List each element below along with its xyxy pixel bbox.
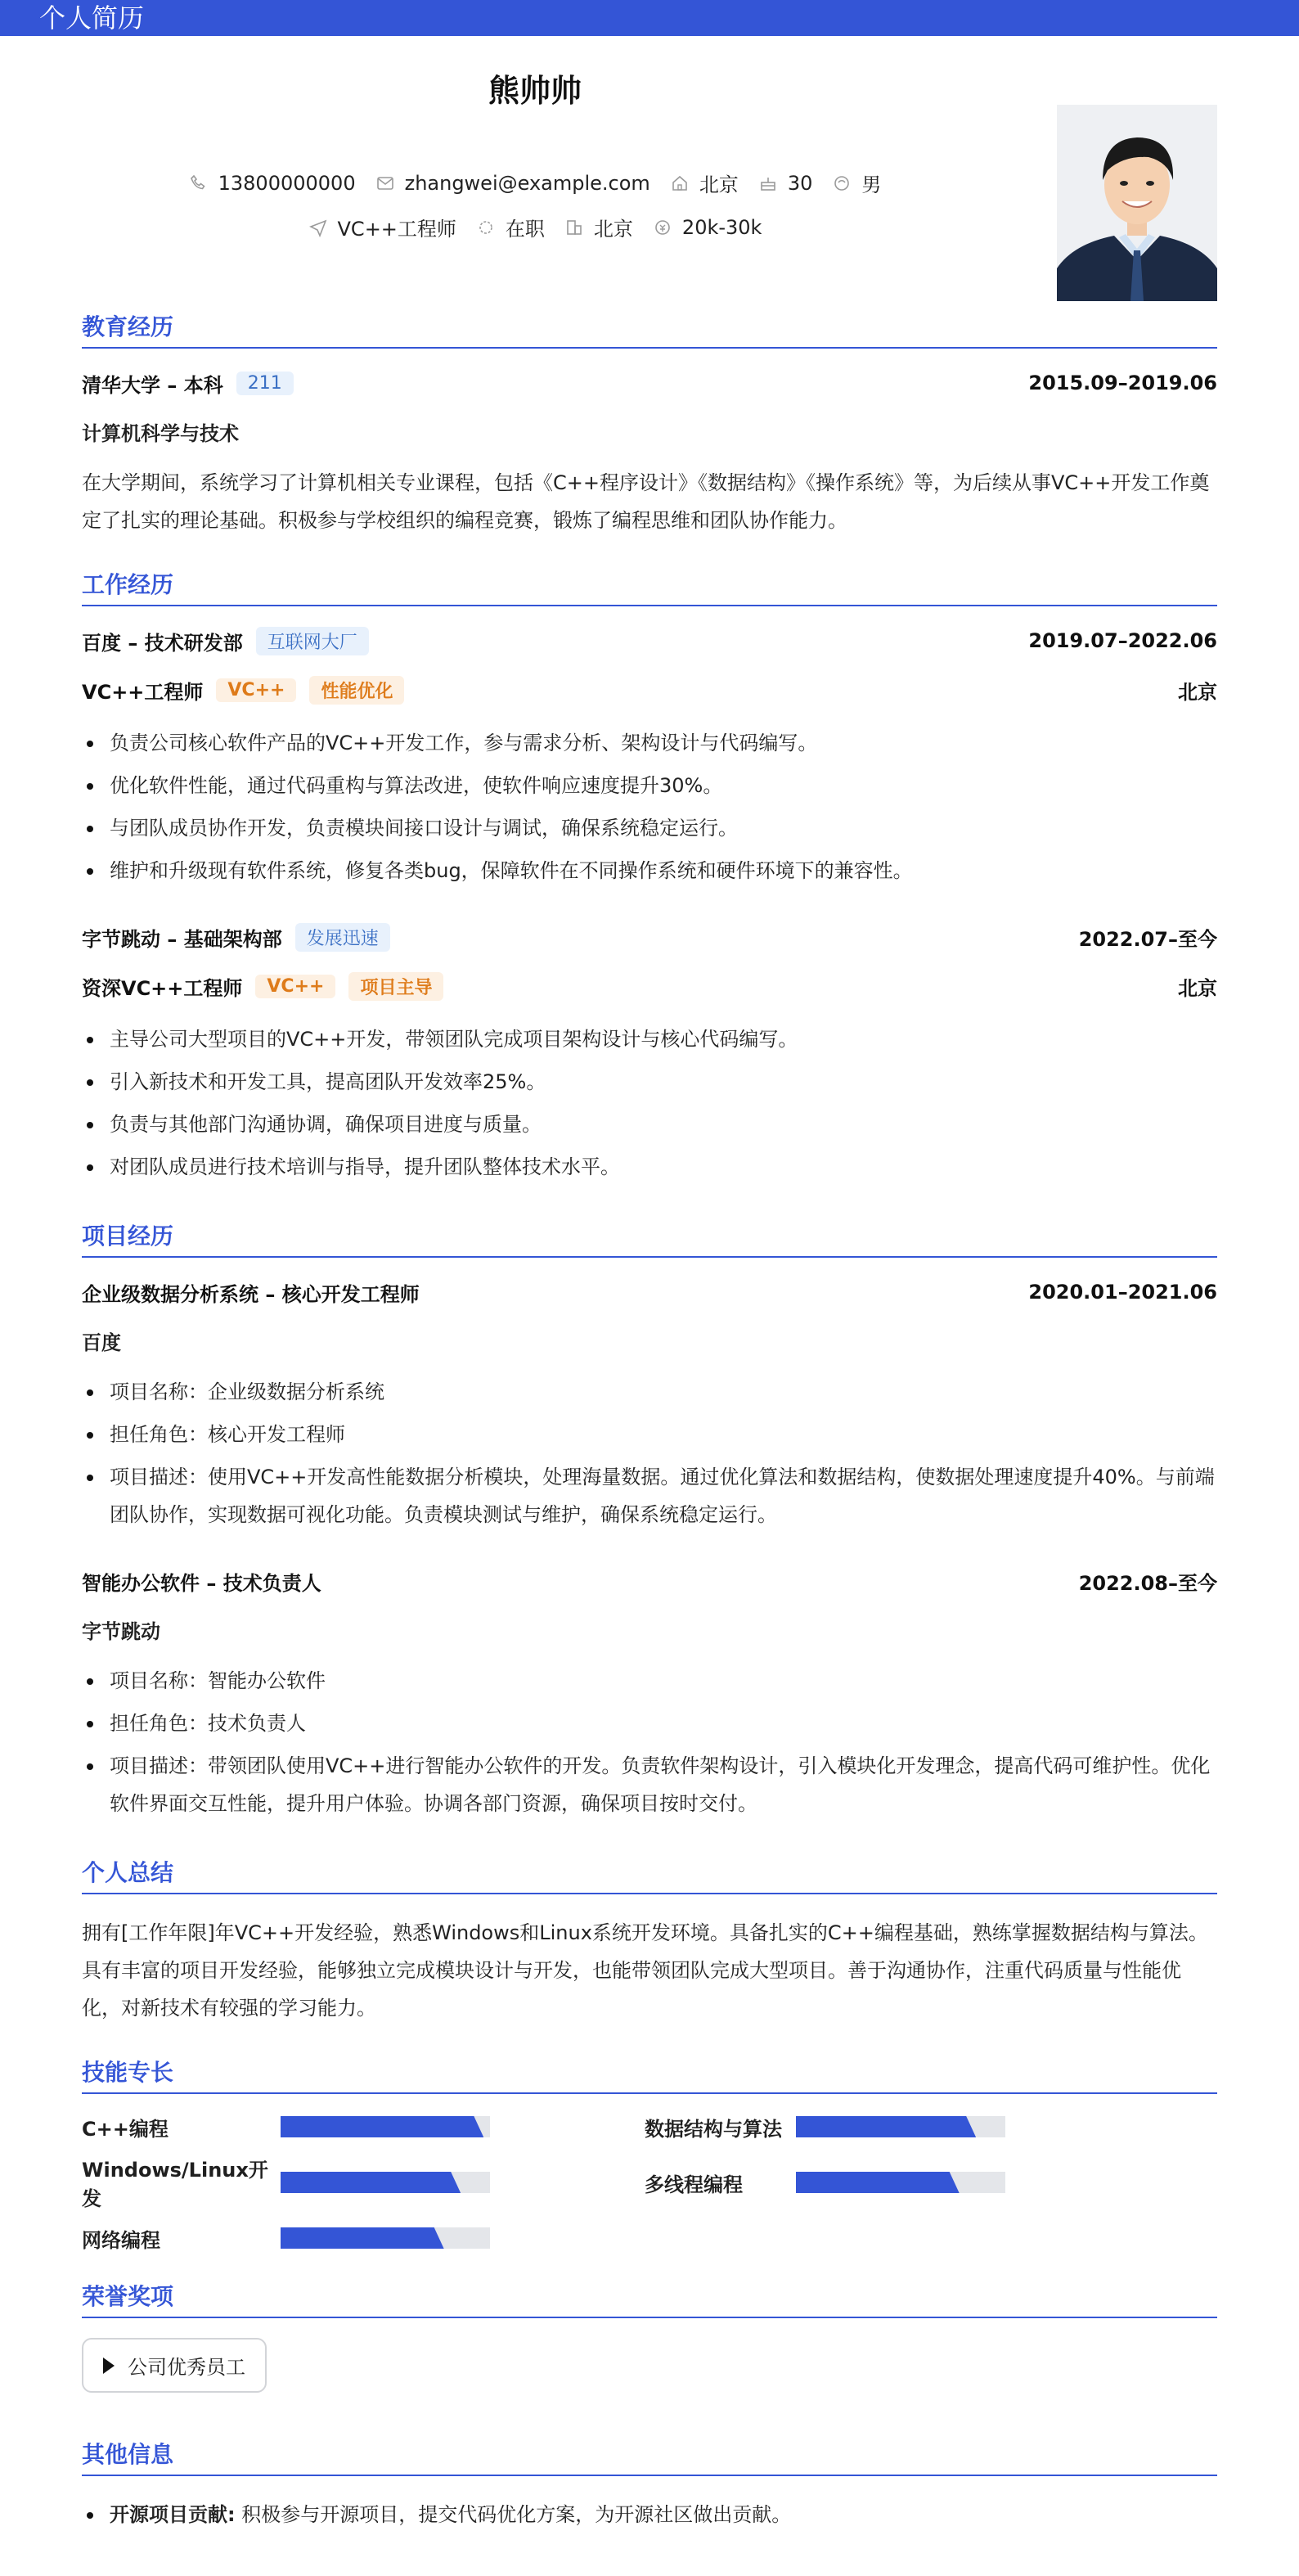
salary-info (653, 213, 762, 241)
work-section (82, 567, 1217, 1186)
work-date: 2019.07–2022.06 (1028, 629, 1217, 652)
project-title: 项目经历 (82, 1218, 1217, 1258)
list-item: 优化软件性能，通过代码重构与算法改进，使软件响应速度提升30%。 (82, 767, 1217, 804)
work-company-row (82, 626, 1217, 655)
skill-item (82, 2225, 614, 2251)
skills-section (82, 2055, 1217, 2251)
work-date: 2022.07–至今 (1078, 927, 1217, 951)
coin-icon (653, 218, 672, 237)
send-icon (308, 218, 328, 237)
awards-section (82, 2279, 1217, 2409)
skill-bar (796, 2172, 1005, 2193)
role-name: 资深VC++工程师 (82, 976, 243, 1000)
project-org: 百度 (82, 1331, 121, 1354)
list-item (82, 2496, 1217, 2533)
phone-icon (189, 173, 209, 193)
skill-fill (281, 2172, 461, 2193)
role-tag: 性能优化 (309, 676, 404, 705)
major-name: 计算机科学与技术 (82, 422, 239, 445)
work-company-row (82, 922, 1217, 952)
contact-row (82, 169, 988, 197)
phone-text: 13800000000 (218, 171, 356, 195)
award-label: 公司优秀员工 (128, 2356, 245, 2379)
skill-fill (796, 2116, 976, 2137)
school-name: 清华大学 – 本科 (82, 373, 223, 397)
city-text: 北京 (593, 218, 633, 241)
list-item: 负责与其他部门沟通协调，确保项目进度与质量。 (82, 1106, 1217, 1143)
position-text: VC++工程师 (337, 218, 456, 241)
building-icon (564, 218, 584, 237)
skill-name: Windows/Linux开发 (82, 2159, 268, 2210)
work-title: 工作经历 (82, 567, 1217, 606)
skills-grid (82, 2114, 1217, 2251)
skill-name: 数据结构与算法 (645, 2117, 782, 2141)
project-name: 企业级数据分析系统 – 核心开发工程师 (82, 1282, 420, 1306)
skills-title: 技能专长 (82, 2055, 1217, 2094)
education-date: 2015.09–2019.06 (1028, 372, 1217, 394)
skill-name: 多线程编程 (645, 2173, 743, 2196)
company-name: 字节跳动 – 基础架构部 (82, 927, 282, 951)
education-title: 教育经历 (82, 309, 1217, 349)
candidate-name: 熊帅帅 (488, 73, 582, 109)
skill-item (82, 2159, 614, 2210)
gender-text: 男 (861, 173, 882, 196)
skill-item (82, 2114, 614, 2140)
work-bullets (82, 1020, 1217, 1186)
education-section (82, 309, 1217, 539)
play-icon (103, 2358, 115, 2374)
summary-section (82, 1855, 1217, 2027)
list-item: 对团队成员进行技术培训与指导，提升团队整体技术水平。 (82, 1148, 1217, 1186)
education-header-row (82, 368, 1217, 398)
age-text: 30 (787, 171, 813, 195)
position-info (308, 213, 456, 241)
work-item (82, 922, 1217, 1186)
email-info (375, 169, 650, 197)
other-title: 其他信息 (82, 2437, 1217, 2476)
list-item: 与团队成员协作开发，负责模块间接口设计与调试，确保系统稳定运行。 (82, 809, 1217, 847)
mail-icon (375, 173, 395, 193)
company-tag: 发展迅速 (295, 923, 390, 952)
work-role-row (82, 971, 1217, 1001)
status-text: 在职 (505, 218, 545, 241)
hometown-text: 北京 (699, 173, 739, 196)
other-section (82, 2437, 1217, 2533)
list-item: 负责公司核心软件产品的VC++开发工作，参与需求分析、架构设计与代码编写。 (82, 724, 1217, 762)
salary-text: 20k-30k (681, 215, 762, 239)
role-tag: 项目主导 (348, 972, 443, 1001)
list-item: 引入新技术和开发工具，提高团队开发效率25%。 (82, 1063, 1217, 1101)
company-name: 百度 – 技术研发部 (82, 631, 243, 655)
awards-title: 荣誉奖项 (82, 2279, 1217, 2318)
age-info (758, 169, 813, 197)
other-text: 积极参与开源项目，提交代码优化方案，为开源社区做出贡献。 (241, 2503, 792, 2526)
cake-icon (758, 173, 778, 193)
summary-title: 个人总结 (82, 1855, 1217, 1894)
work-item (82, 626, 1217, 889)
phone-info (189, 169, 356, 197)
project-header-row (82, 1566, 1217, 1596)
award-item[interactable] (82, 2338, 267, 2393)
gender-info (832, 169, 881, 197)
email-text: zhangwei@example.com (404, 171, 650, 195)
list-item: 担任角色：技术负责人 (82, 1705, 1217, 1742)
school-tag: 211 (236, 372, 294, 395)
skill-fill (281, 2227, 444, 2249)
status-info (476, 213, 545, 241)
role-tag: VC++ (216, 678, 296, 702)
summary-text: 拥有[工作年限]年VC++开发经验，熟悉Windows和Linux系统开发环境。具备扎实的C++编程基础，熟练掌握数据结构与算法。具有丰富的项目开发经验，能够独立完成模块设计与开发，也能带领团队完成大型项目。善于沟通协作，注重代码质量与性能优化，对新技术有较强的学习能力。 (82, 1921, 1208, 2020)
top-bar (0, 0, 1299, 36)
home-icon (670, 173, 690, 193)
skill-item (645, 2169, 1176, 2195)
resume-page (0, 36, 1299, 2533)
list-item: 项目名称：智能办公软件 (82, 1662, 1217, 1700)
work-location: 北京 (1178, 680, 1217, 704)
skill-name: 网络编程 (82, 2228, 160, 2252)
other-bullets (82, 2496, 1217, 2533)
work-location: 北京 (1178, 976, 1217, 1000)
other-label: 开源项目贡献: (110, 2503, 236, 2526)
company-tag: 互联网大厂 (256, 627, 369, 655)
list-item: 项目描述：使用VC++开发高性能数据分析模块，处理海量数据。通过优化算法和数据结构，使数据处理速度提升40%。与前端团队协作，实现数据可视化功能。负责模块测试与维护，确保系统稳定运行。 (82, 1458, 1217, 1533)
project-date: 2022.08–至今 (1078, 1571, 1217, 1595)
hometown-info (670, 169, 739, 197)
list-item: 主导公司大型项目的VC++开发，带领团队完成项目架构设计与核心代码编写。 (82, 1020, 1217, 1058)
status-icon (476, 218, 496, 237)
project-section (82, 1218, 1217, 1822)
list-item: 项目名称：企业级数据分析系统 (82, 1373, 1217, 1411)
gender-icon (832, 173, 852, 193)
job-intent-row (82, 213, 988, 241)
skill-bar (281, 2227, 490, 2249)
skill-fill (796, 2172, 960, 2193)
work-role-row (82, 675, 1217, 705)
skill-fill (281, 2116, 483, 2137)
list-item: 担任角色：核心开发工程师 (82, 1416, 1217, 1453)
project-header-row (82, 1277, 1217, 1307)
project-org: 字节跳动 (82, 1620, 160, 1643)
work-bullets (82, 724, 1217, 889)
project-item (82, 1566, 1217, 1822)
project-bullets (82, 1662, 1217, 1822)
skill-bar (281, 2116, 490, 2137)
project-bullets (82, 1373, 1217, 1533)
education-description: 在大学期间，系统学习了计算机相关专业课程，包括《C++程序设计》《数据结构》《操作系统》等，为后续从事VC++开发工作奠定了扎实的理论基础。积极参与学校组织的编程竞赛，锻炼了编程思维和团队协作能力。 (82, 471, 1210, 532)
city-info (564, 213, 633, 241)
role-tag: VC++ (255, 975, 335, 998)
project-name: 智能办公软件 – 技术负责人 (82, 1571, 321, 1595)
profile-photo (1057, 105, 1217, 301)
list-item: 项目描述：带领团队使用VC++进行智能办公软件的开发。负责软件架构设计，引入模块化开发理念，提高代码可维护性。优化软件界面交互性能，提升用户体验。协调各部门资源，确保项目按时交付。 (82, 1747, 1217, 1822)
portrait-image (1057, 105, 1217, 301)
skill-bar (281, 2172, 490, 2193)
project-date: 2020.01–2021.06 (1028, 1281, 1217, 1304)
resume-header (82, 36, 1217, 281)
role-name: VC++工程师 (82, 680, 204, 704)
top-bar-title: 个人简历 (39, 2, 145, 34)
skill-bar (796, 2116, 1005, 2137)
skill-item (645, 2114, 1176, 2140)
list-item: 维护和升级现有软件系统，修复各类bug，保障软件在不同操作系统和硬件环境下的兼容性。 (82, 852, 1217, 889)
project-item (82, 1277, 1217, 1533)
skill-name: C++编程 (82, 2117, 169, 2141)
